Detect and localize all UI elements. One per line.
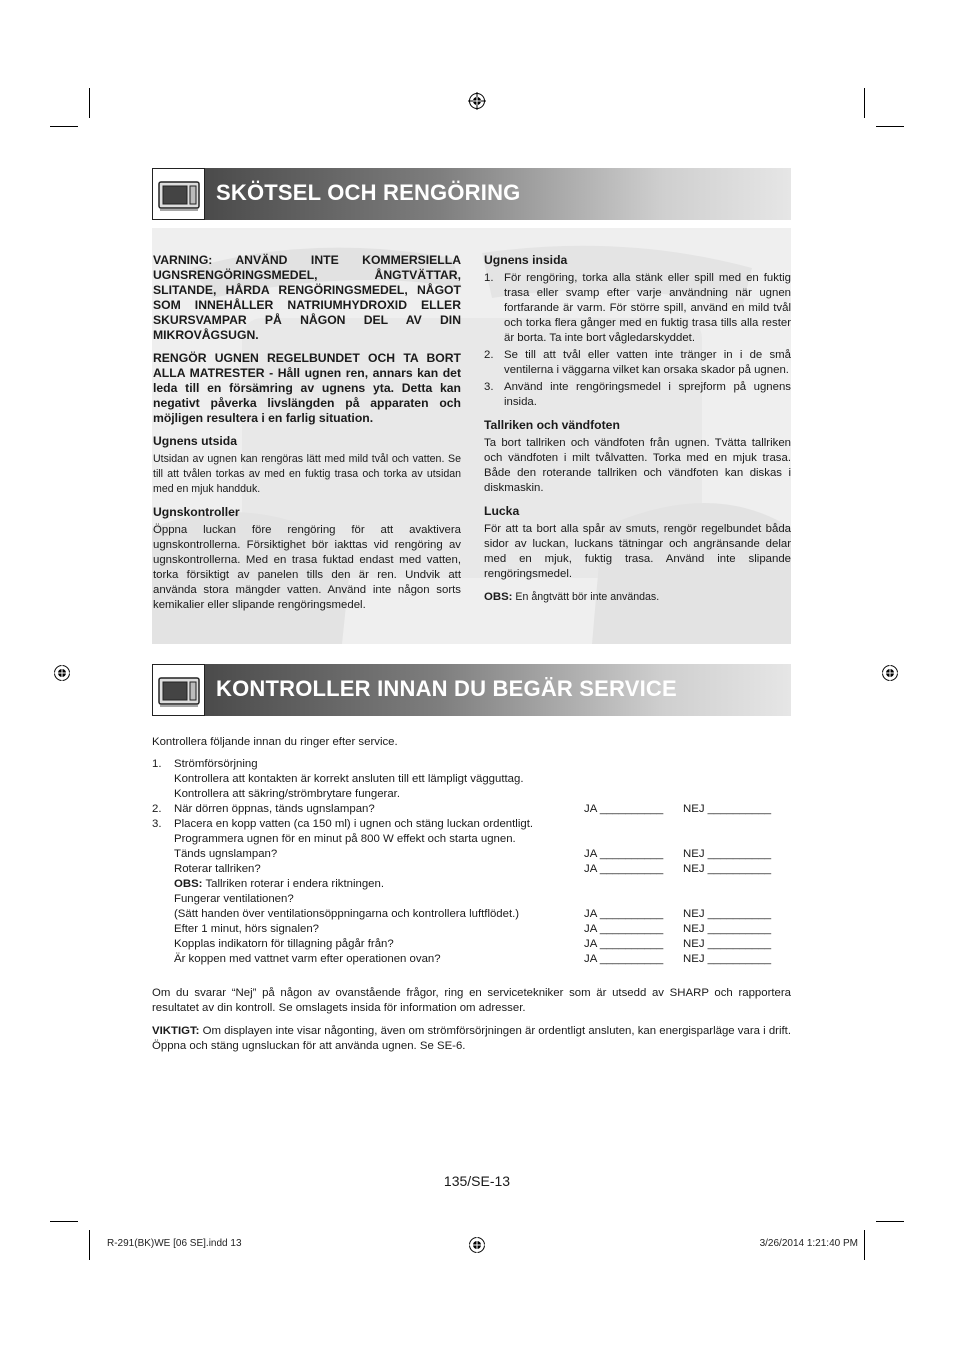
checklist-row: Kopplas indikatorn för tillagning pågår från? JA __________ NEJ __________ <box>174 938 772 950</box>
checklist-row: Kontrollera att kontakten är korrekt ansluten till ett lämpligt vägguttag. <box>174 773 524 785</box>
crop-mark <box>50 126 78 127</box>
microwave-icon <box>153 169 204 219</box>
section-title: SKÖTSEL OCH RENGÖRING <box>216 180 521 205</box>
microwave-icon-box <box>152 168 205 220</box>
crop-mark <box>864 1230 865 1260</box>
checklist-row: Programmera ugnen för en minut på 800 W effekt och starta ugnen. <box>174 833 516 845</box>
list-item: 2. Se till att tvål eller vatten inte tränger in i de små ventilerna i väggarna vilket kan orsaka skador på ugnen. <box>484 349 791 376</box>
checklist-row: Är koppen med vattnet varm efter operationen ovan? JA __________ NEJ __________ <box>174 953 772 965</box>
footer-file: R-291(BK)WE [06 SE].indd 13 <box>107 1238 242 1249</box>
section-banner-cleaning <box>152 168 791 220</box>
checklist-row: 3. Placera en kopp vatten (ca 150 ml) i ugnen och stäng luckan ordentligt. <box>152 818 534 830</box>
section-title: KONTROLLER INNAN DU BEGÄR SERVICE <box>216 676 677 701</box>
registration-mark-icon <box>881 664 899 682</box>
checklist-row: 2. När dörren öppnas, tänds ugnslampan? JA __________ NEJ __________ <box>152 803 772 815</box>
section-banner-service <box>152 664 791 716</box>
text-outside: Utsidan av ugnen kan rengöras lätt med mild tvål och vatten. Se till att tvålen torkas av med en fuktig trasa och torka av utsidan med en mjuk handduk. <box>153 453 461 495</box>
right-column <box>484 253 791 613</box>
checklist-row: (Sätt handen över ventilationsöppningarna och kontrollera luftflödet.) JA __________ NEJ __________ <box>174 908 772 920</box>
list-item: 3. Använd inte rengöringsmedel i sprejform på ugnens insida. <box>484 381 791 408</box>
crop-mark <box>876 126 904 127</box>
crop-mark <box>876 1221 904 1222</box>
microwave-icon-box <box>152 664 205 716</box>
subheading-door: Lucka <box>484 504 520 518</box>
left-column <box>153 253 461 621</box>
checklist-row: Roterar tallriken? JA __________ NEJ __________ <box>174 863 772 875</box>
list-item: 1. För rengöring, torka alla stänk eller spill med en fuktig trasa eller svamp efter varje användning när ugnen fortfarande är varm. För större spill, använd en mild tvål och torka flera gånger med en fuktig trasa tills alla rester är borta. Ta inte bort vågledarskyddet. <box>484 272 791 344</box>
inside-list <box>484 271 791 410</box>
text-door: För att ta bort alla spår av smuts, rengör regelbundet båda sidor av luckan, luckans tätningar och angränsande delar med en mjuk, fuktig trasa. Använd inte slipande rengöringsmedel. <box>484 523 791 580</box>
obs-note: OBS: En ångtvätt bör inte användas. <box>484 591 660 603</box>
subheading-outside: Ugnens utsida <box>153 434 237 448</box>
registration-mark-icon <box>53 664 71 682</box>
checklist-row: OBS: Tallriken roterar i endera riktningen. <box>174 878 384 890</box>
crop-mark <box>50 1221 78 1222</box>
warning-text: VARNING: ANVÄND INTE KOMMERSIELLA UGNSRENGÖRINGSMEDEL, ÅNGTVÄTTAR, SLITANDE, HÅRDA RENGÖRINGSMEDEL, NÅGOT SOM INNEHÅLLER NATRIUMHYDROXID ELLER SKURSVAMPAR PÅ NÅGON DEL AV DIN MIKROVÅGSUGN. <box>153 253 461 342</box>
registration-mark-icon <box>468 1236 486 1254</box>
checklist-row: Efter 1 minut, hörs signalen? JA __________ NEJ __________ <box>174 923 772 935</box>
checklist-row: Fungerar ventilationen? <box>174 893 294 905</box>
subheading-inside: Ugnens insida <box>484 253 568 267</box>
page-number: 135/SE-13 <box>443 1173 511 1189</box>
important-note: VIKTIGT: Om displayen inte visar någonting, även om strömförsörjningen är ordentligt ansluten, kan energisparläge vara i drift. Öppna och stäng ugnsluckan för att använda ugnen. Se SE-6. <box>152 1025 791 1052</box>
text-turntable: Ta bort tallriken och vändfoten från ugnen. Tvätta tallriken och vändfoten i milt tvålvatten. Torka med en mjuk trasa. Både den roterande tallriken och vändfoten kan diskas i diskmaskin. <box>484 437 791 494</box>
crop-mark <box>864 88 865 118</box>
service-intro: Kontrollera följande innan du ringer efter service. <box>152 736 398 748</box>
crop-mark <box>89 1230 90 1260</box>
service-outro: Om du svarar “Nej” på någon av ovanstående frågor, ring en servicetekniker som är utsedd av SHARP och rapportera resultatet av din kontroll. Se omslagets insida för information om adresser. <box>152 987 791 1014</box>
footer-date: 3/26/2014 1:21:40 PM <box>759 1238 858 1249</box>
crop-mark <box>89 88 90 118</box>
service-checklist <box>152 757 791 967</box>
registration-mark-icon <box>468 92 486 110</box>
warning-regular-cleaning: RENGÖR UGNEN REGELBUNDET OCH TA BORT ALLA MATRESTER - Håll ugnen ren, annars kan det leda till en försämring av ugnens yta. Detta kan negativt påverka livslängden på apparaten och möjligen resultera i en farlig situation. <box>153 351 461 425</box>
checklist-row: 1. Strömförsörjning <box>152 758 258 770</box>
subheading-turntable: Tallriken och vändfoten <box>484 418 620 432</box>
checklist-row: Tänds ugnslampan? JA __________ NEJ __________ <box>174 848 772 860</box>
text-controls: Öppna luckan före rengöring för att avaktivera ugnskontrollerna. Försiktighet bör iakttas vid rengöring av ugnskontrollerna. Med en trasa fuktad endast med vatten, torka försiktigt av panelen tills den är ren. Undvik att använda stora mängder vatten. Använd inte någon sorts kemikalier eller slipande rengöringsmedel. <box>153 524 461 611</box>
subheading-controls: Ugnskontroller <box>153 505 240 519</box>
microwave-icon <box>153 665 204 715</box>
checklist-row: Kontrollera att säkring/strömbrytare fungerar. <box>174 788 401 800</box>
